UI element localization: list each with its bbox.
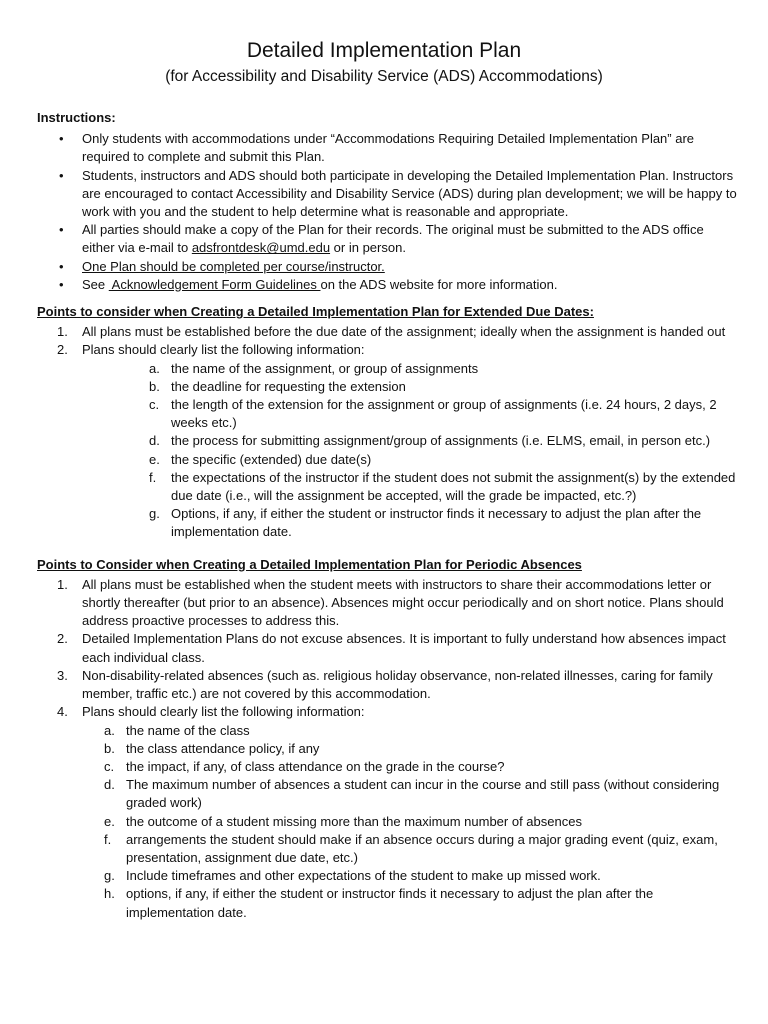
item-text: the specific (extended) due date(s): [171, 451, 372, 467]
item-text: Plans should clearly list the following information:: [82, 704, 365, 720]
item-number: 2.: [57, 631, 68, 647]
item-letter: e.: [149, 451, 160, 467]
item-letter: g.: [104, 868, 115, 884]
list-item: [37, 360, 737, 378]
instructions-heading: Instructions:: [37, 110, 116, 125]
item-letter: h.: [104, 886, 115, 902]
item-text: Include timeframes and other expectations of the student to make up missed work.: [126, 868, 601, 884]
list-item: [37, 451, 737, 469]
item-letter: c.: [104, 758, 115, 774]
bullet-icon: •: [59, 258, 64, 274]
bullet-text: One Plan should be completed per course/instructor.: [82, 258, 385, 274]
item-text: Plans should clearly list the following information:: [82, 342, 365, 358]
list-item: [37, 221, 737, 257]
list-item: [37, 776, 737, 812]
item-text: All plans must be established before the due date of the assignment; ideally when the assignment is handed out: [82, 324, 726, 340]
item-letter: a.: [149, 360, 160, 376]
list-item: [37, 378, 737, 396]
list-item: [37, 630, 737, 666]
item-number: 1.: [57, 324, 68, 340]
item-text: Non-disability-related absences (such as. religious holiday observance, non-related illnesses, caring for family member, traffic etc.) are not covered by this accommodation.: [82, 667, 713, 702]
list-item: [37, 813, 737, 831]
item-number: 3.: [57, 667, 68, 683]
item-text: the class attendance policy, if any: [126, 740, 320, 756]
bullet-icon: •: [59, 222, 64, 238]
page-title: Detailed Implementation Plan: [246, 39, 522, 62]
item-text: the expectations of the instructor if the student does not submit the assignment(s) by the extended due date (i.e., will the assignment be accepted, will the grade be impacted, etc.?): [171, 469, 736, 504]
list-item: [37, 396, 737, 432]
item-letter: d.: [149, 433, 160, 449]
item-text: the deadline for requesting the extension: [171, 378, 406, 394]
due-dates-list: [37, 323, 737, 359]
list-item: [37, 167, 737, 222]
list-item: [37, 130, 737, 166]
item-text: the name of the class: [126, 722, 250, 738]
item-letter: c.: [149, 397, 160, 413]
absences-sublist: [37, 722, 737, 922]
item-letter: g.: [149, 506, 160, 522]
bullet-text: Only students with accommodations under “Accommodations Requiring Detailed Implementation Plan” are required to complete and submit this Plan.: [82, 131, 695, 165]
item-number: 1.: [57, 576, 68, 592]
item-text: arrangements the student should make if an absence occurs during a major grading event (quiz, exam, presentation, assignment due date, etc.): [126, 831, 718, 865]
item-text: the process for submitting assignment/group of assignments (i.e. ELMS, email, in person etc.): [171, 433, 711, 449]
item-text: Detailed Implementation Plans do not excuse absences. It is important to fully understand how absences impact each individual class.: [82, 631, 726, 665]
list-item: [37, 758, 737, 776]
item-number: 2.: [57, 342, 68, 358]
list-item: [37, 667, 737, 703]
due-dates-sublist: [37, 360, 737, 542]
document-body: [37, 109, 737, 922]
item-number: 4.: [57, 704, 68, 720]
list-item: [37, 505, 737, 541]
guidelines-link[interactable]: Acknowledgement Form Guidelines: [108, 276, 321, 292]
item-text: the outcome of a student missing more than the maximum number of absences: [126, 813, 582, 829]
item-letter: f.: [104, 831, 112, 847]
bullet-text: See: [82, 276, 109, 292]
bullet-icon: •: [59, 167, 64, 183]
bullet-text: on the ADS website for more information.: [320, 276, 558, 292]
item-letter: d.: [104, 777, 115, 793]
list-item: [37, 469, 737, 505]
item-letter: b.: [104, 740, 115, 756]
list-item: [37, 258, 737, 276]
bullet-text: All parties should make a copy of the Plan for their records. The original must be submitted to the ADS office either via e-mail to: [82, 222, 704, 256]
bullet-icon: •: [59, 131, 64, 147]
page-subtitle: (for Accessibility and Disability Service (ADS) Accommodations): [165, 68, 603, 85]
item-text: options, if any, if either the student or instructor finds it necessary to adjust the plan after the implementation date.: [126, 886, 654, 920]
list-item: [37, 867, 737, 885]
item-text: the length of the extension for the assignment or group of assignments (i.e. 24 hours, 2 days, 2 weeks etc.): [171, 397, 717, 431]
email-link[interactable]: adsfrontdesk@umd.edu: [191, 240, 331, 256]
due-dates-heading: Points to consider when Creating a Detailed Implementation Plan for Extended Due Dates:: [37, 304, 594, 320]
item-text: the name of the assignment, or group of assignments: [171, 360, 479, 376]
list-item: [37, 323, 737, 341]
item-text: All plans must be established when the student meets with instructors to share their accommodations letter or shortly thereafter (but prior to an absence). Absences might occur periodically and on short notice. Plans should address proactive processes to address this.: [82, 576, 724, 629]
item-text: Options, if any, if either the student or instructor finds it necessary to adjust the plan after the implementation date.: [171, 506, 702, 540]
instructions-list: [37, 130, 737, 294]
list-item: [37, 576, 737, 631]
bullet-text: Students, instructors and ADS should both participate in developing the Detailed Implementation Plan. Instructors are encouraged to contact Accessibility and Disability Service (ADS) during plan development; we will be happy to work with you and the student to help determine what is reasonable and appropriate.: [82, 167, 737, 220]
list-item: [37, 703, 737, 721]
item-letter: b.: [149, 378, 160, 394]
absences-list: [37, 576, 737, 722]
bullet-text: or in person.: [330, 240, 406, 256]
item-letter: e.: [104, 813, 115, 829]
list-item: [37, 722, 737, 740]
list-item: [37, 885, 737, 921]
list-item: [37, 276, 737, 294]
list-item: [37, 432, 737, 450]
item-text: The maximum number of absences a student can incur in the course and still pass (without considering graded work): [126, 777, 720, 811]
item-letter: a.: [104, 722, 115, 738]
absences-heading: Points to Consider when Creating a Detailed Implementation Plan for Periodic Absences: [37, 556, 582, 572]
bullet-icon: •: [59, 276, 64, 292]
list-item: [37, 341, 737, 359]
item-text: the impact, if any, of class attendance on the grade in the course?: [126, 758, 505, 774]
item-letter: f.: [149, 469, 157, 485]
list-item: [37, 740, 737, 758]
list-item: [37, 831, 737, 867]
